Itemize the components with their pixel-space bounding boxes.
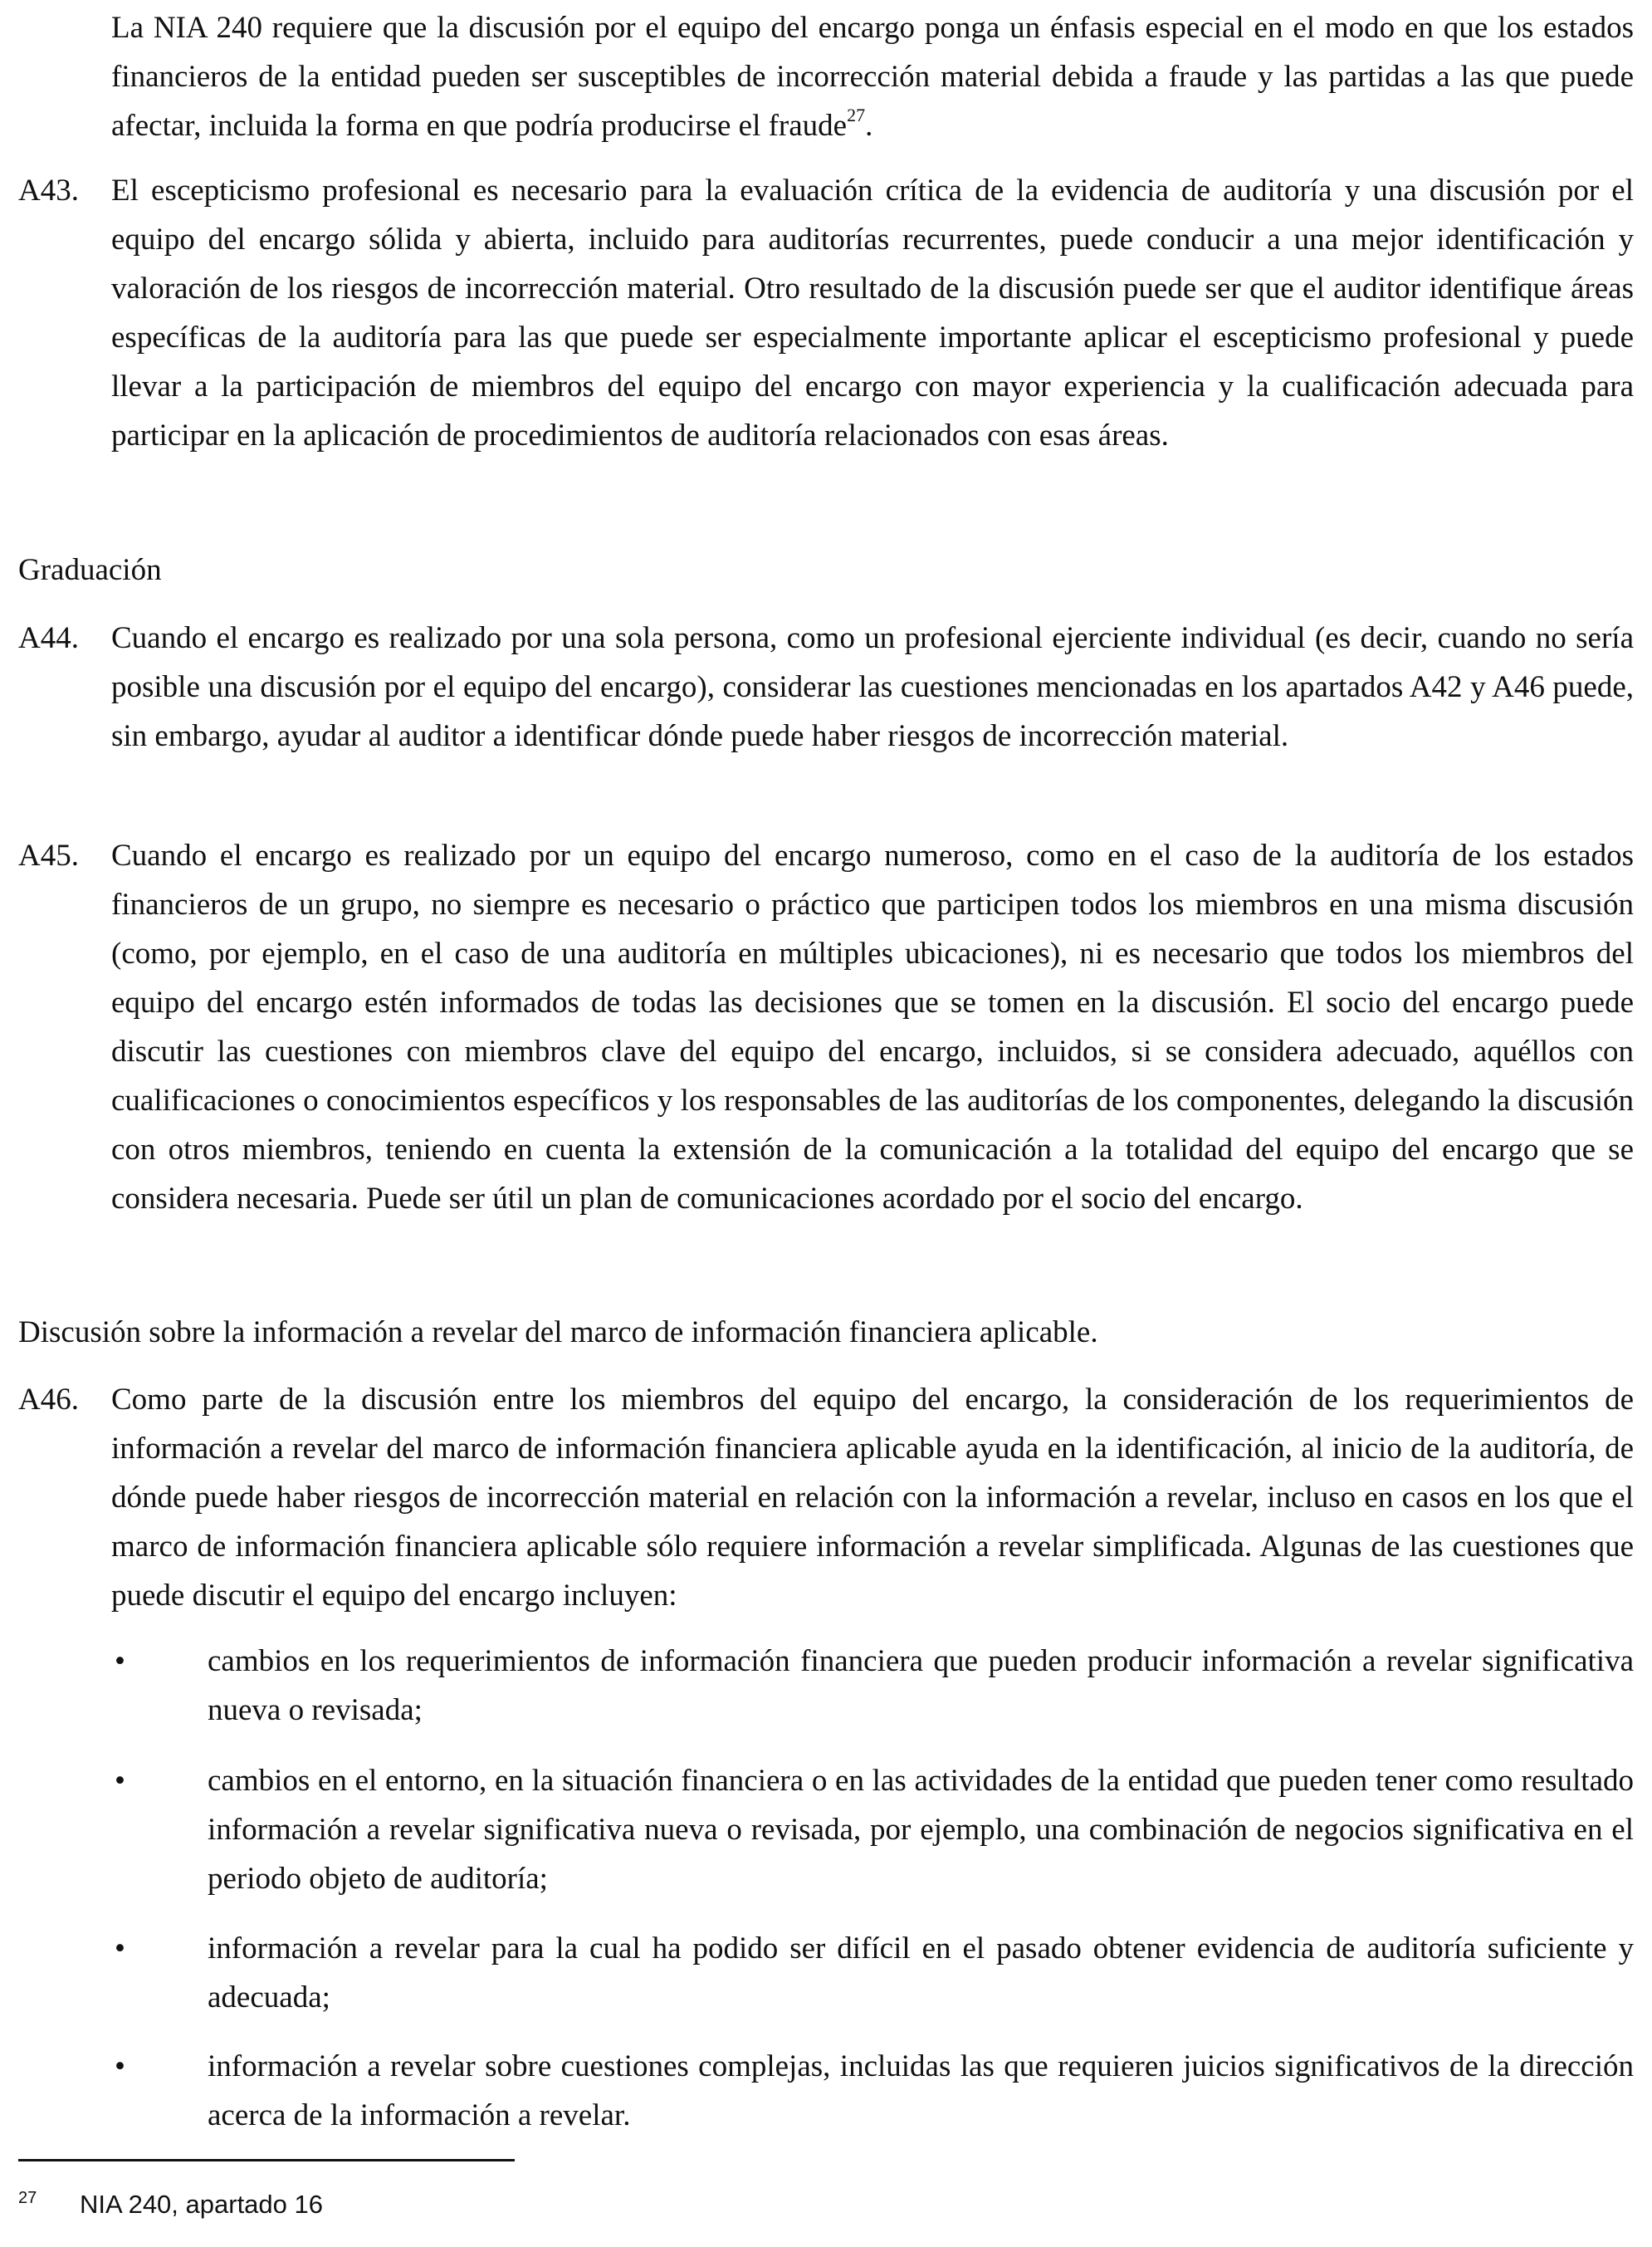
heading-graduacion	[0, 546, 1652, 595]
paragraph-number-a43: A43.	[18, 174, 79, 208]
bullet-icon: •	[115, 1931, 125, 1966]
intro-paragraph-end: .	[865, 109, 873, 143]
bullet-item	[0, 2042, 1652, 2140]
bullet-item	[0, 1924, 1652, 2022]
section-heading: Graduación	[18, 553, 162, 587]
footnote-reference[interactable]: 27	[847, 105, 866, 125]
paragraph-a44-text: Cuando el encargo es realizado por una sola persona, como un profesional ejerciente individual (es decir, cuando no sería posible una discusión por el equipo del encargo), considerar las cuestiones mencionadas en los apartados A42 y A46 puede, sin embargo, ayudar al auditor a identificar dónde puede haber riesgos de incorrección material.	[111, 621, 1634, 753]
bullet-text: información a revelar sobre cuestiones complejas, incluidas las que requieren juicios significativos de la dirección acerca de la información a revelar.	[208, 2049, 1634, 2132]
bullet-text: cambios en los requerimientos de información financiera que pueden producir información a revelar significativa nueva o revisada;	[208, 1644, 1634, 1727]
paragraph-a43-text: El escepticismo profesional es necesario para la evaluación crítica de la evidencia de auditoría y una discusión por el equipo del encargo sólida y abierta, incluido para auditorías recurrentes, puede conducir a una mejor identificación y valoración de los riesgos de incorrección material. Otro resultado de la discusión puede ser que el auditor identifique áreas específicas de la auditoría para las que puede ser especialmente importante aplicar el escepticismo profesional y puede llevar a la participación de miembros del equipo del encargo con mayor experiencia y la cualificación adecuada para participar en la aplicación de procedimientos de auditoría relacionados con esas áreas.	[111, 174, 1634, 453]
intro-paragraph-text: La NIA 240 requiere que la discusión por el equipo del encargo ponga un énfasis especial en el modo en que los estados financieros de la entidad pueden ser susceptibles de incorrección material debida a fraude y las partidas a las que puede afectar, incluida la forma en que podría producirse el fraude	[111, 11, 1634, 143]
paragraph-a46	[0, 1375, 1652, 1620]
paragraph-a45	[0, 831, 1652, 1223]
intro-paragraph	[0, 3, 1652, 150]
paragraph-number-a46: A46.	[18, 1383, 79, 1417]
paragraph-a44	[0, 614, 1652, 761]
heading-discusion	[0, 1308, 1652, 1357]
paragraph-a46-text: Como parte de la discusión entre los miembros del equipo del encargo, la consideración de los requerimientos de información a revelar del marco de información financiera aplicable ayuda en la identificación, al inicio de la auditoría, de dónde puede haber riesgos de incorrección material en relación con la información a revelar, incluso en casos en los que el marco de información financiera aplicable sólo requiere información a revelar simplificada. Algunas de las cuestiones que puede discutir el equipo del encargo incluyen:	[111, 1383, 1634, 1613]
bullet-icon: •	[115, 1644, 125, 1678]
paragraph-number-a44: A44.	[18, 621, 79, 655]
bullet-icon: •	[115, 2049, 125, 2083]
paragraph-a43	[0, 166, 1652, 460]
bullet-item	[0, 1756, 1652, 1903]
bullet-item	[0, 1637, 1652, 1735]
footnote-number: 27	[18, 2189, 37, 2207]
bullet-text: información a revelar para la cual ha podido ser difícil en el pasado obtener evidencia de auditoría suficiente y adecuada;	[208, 1931, 1634, 2014]
paragraph-number-a45: A45.	[18, 839, 79, 873]
section-heading: Discusión sobre la información a revelar del marco de información financiera aplicable.	[18, 1315, 1098, 1349]
bullet-text: cambios en el entorno, en la situación financiera o en las actividades de la entidad que pueden tener como resultado información a revelar significativa nueva o revisada, por ejemplo, una combinación de negocios significativa en el periodo objeto de auditoría;	[208, 1764, 1634, 1896]
paragraph-a45-text: Cuando el encargo es realizado por un equipo del encargo numeroso, como en el caso de la auditoría de los estados financieros de un grupo, no siempre es necesario o práctico que participen todos los miembros en una misma discusión (como, por ejemplo, en el caso de una auditoría en múltiples ubicaciones), ni es necesario que todos los miembros del equipo del encargo estén informados de todas las decisiones que se tomen en la discusión. El socio del encargo puede discutir las cuestiones con miembros clave del equipo del encargo, incluidos, si se considera adecuado, aquéllos con cualificaciones o conocimientos específicos y los responsables de las auditorías de los componentes, delegando la discusión con otros miembros, teniendo en cuenta la extensión de la comunicación a la totalidad del equipo del encargo que se considera necesaria. Puede ser útil un plan de comunicaciones acordado por el socio del encargo.	[111, 839, 1634, 1216]
bullet-icon: •	[115, 1764, 125, 1798]
footnote-text: NIA 240, apartado 16	[80, 2190, 324, 2219]
footnote-divider	[18, 2159, 515, 2161]
